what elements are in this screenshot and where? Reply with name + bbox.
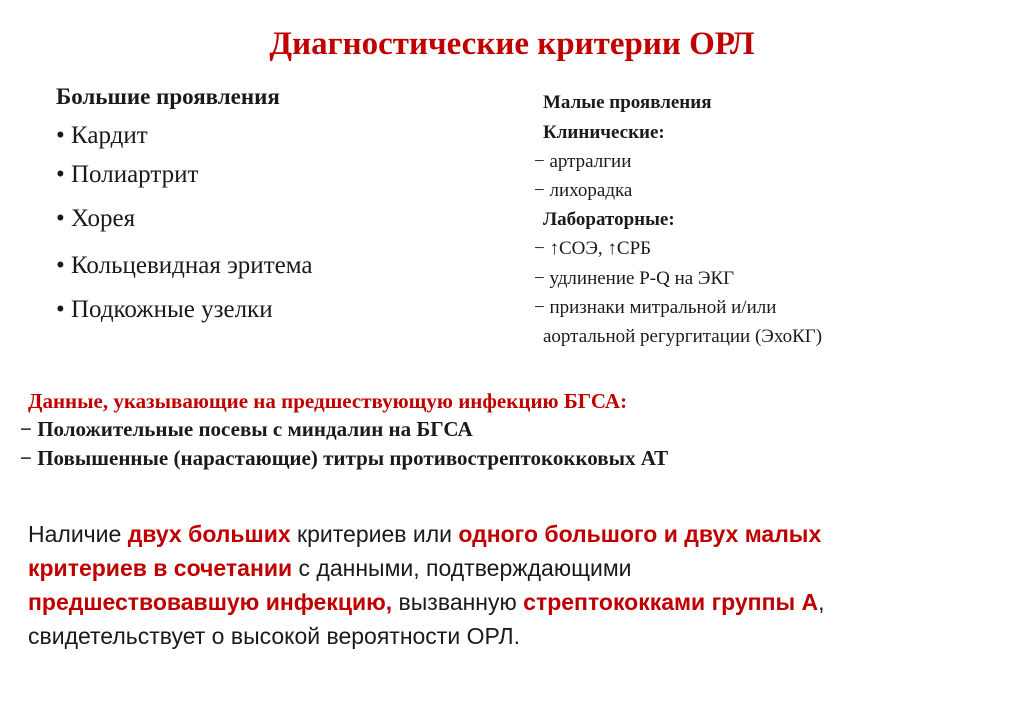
conclusion-text: вызванную	[392, 589, 524, 615]
major-item-nodules: • Подкожные узелки	[56, 296, 273, 323]
minor-clinical-heading: Клинические:	[543, 122, 665, 143]
conclusion-line-2	[28, 551, 1018, 585]
conclusion-highlight: предшествовавшую инфекцию,	[28, 589, 393, 615]
minor-clinical-item: − артралгии	[534, 151, 632, 172]
conclusion-highlight: стрептококками группы А	[523, 589, 819, 615]
conclusion-line-3	[28, 585, 1018, 619]
conclusion-text: свидетельствует о высокой вероятности ОРЛ.	[28, 623, 521, 649]
gbs-heading: Данные, указывающие на предшествующую инфекцию БГСА:	[28, 389, 628, 413]
major-item-carditis: • Кардит	[56, 122, 148, 149]
minor-clinical-item: − лихорадка	[534, 180, 633, 201]
conclusion-text: Наличие	[28, 521, 128, 547]
conclusion-highlight: одного большого и двух малых	[458, 521, 822, 547]
conclusion-text: критериев или	[290, 521, 459, 547]
conclusion-paragraph	[28, 517, 1018, 653]
conclusion-highlight: двух больших	[127, 521, 291, 547]
gbs-item-titers: − Повышенные (нарастающие) титры противострептококковых АТ	[20, 446, 669, 470]
minor-lab-item: − ↑СОЭ, ↑СРБ	[534, 238, 652, 259]
minor-lab-item: − признаки митральной и/или	[534, 297, 777, 318]
conclusion-highlight: критериев в сочетании	[28, 555, 293, 581]
major-item-chorea: • Хорея	[56, 205, 136, 232]
minor-lab-item-cont: аортальной регургитации (ЭхоКГ)	[543, 326, 823, 347]
gbs-item-culture: − Положительные посевы с миндалин на БГСА	[20, 417, 473, 441]
minor-lab-heading: Лабораторные:	[543, 209, 675, 230]
page-title: Диагностические критерии ОРЛ	[269, 26, 755, 62]
minor-lab-item: − удлинение P-Q на ЭКГ	[534, 268, 735, 289]
conclusion-line-1	[28, 517, 1018, 551]
minor-heading: Малые проявления	[543, 92, 712, 113]
conclusion-text: с данными, подтверждающими	[292, 555, 632, 581]
conclusion-text: ,	[818, 589, 825, 615]
conclusion-line-4	[28, 619, 1018, 653]
major-heading: Большие проявления	[56, 84, 280, 109]
major-item-erythema: • Кольцевидная эритема	[56, 252, 313, 279]
major-item-polyarthritis: • Полиартрит	[56, 161, 199, 188]
